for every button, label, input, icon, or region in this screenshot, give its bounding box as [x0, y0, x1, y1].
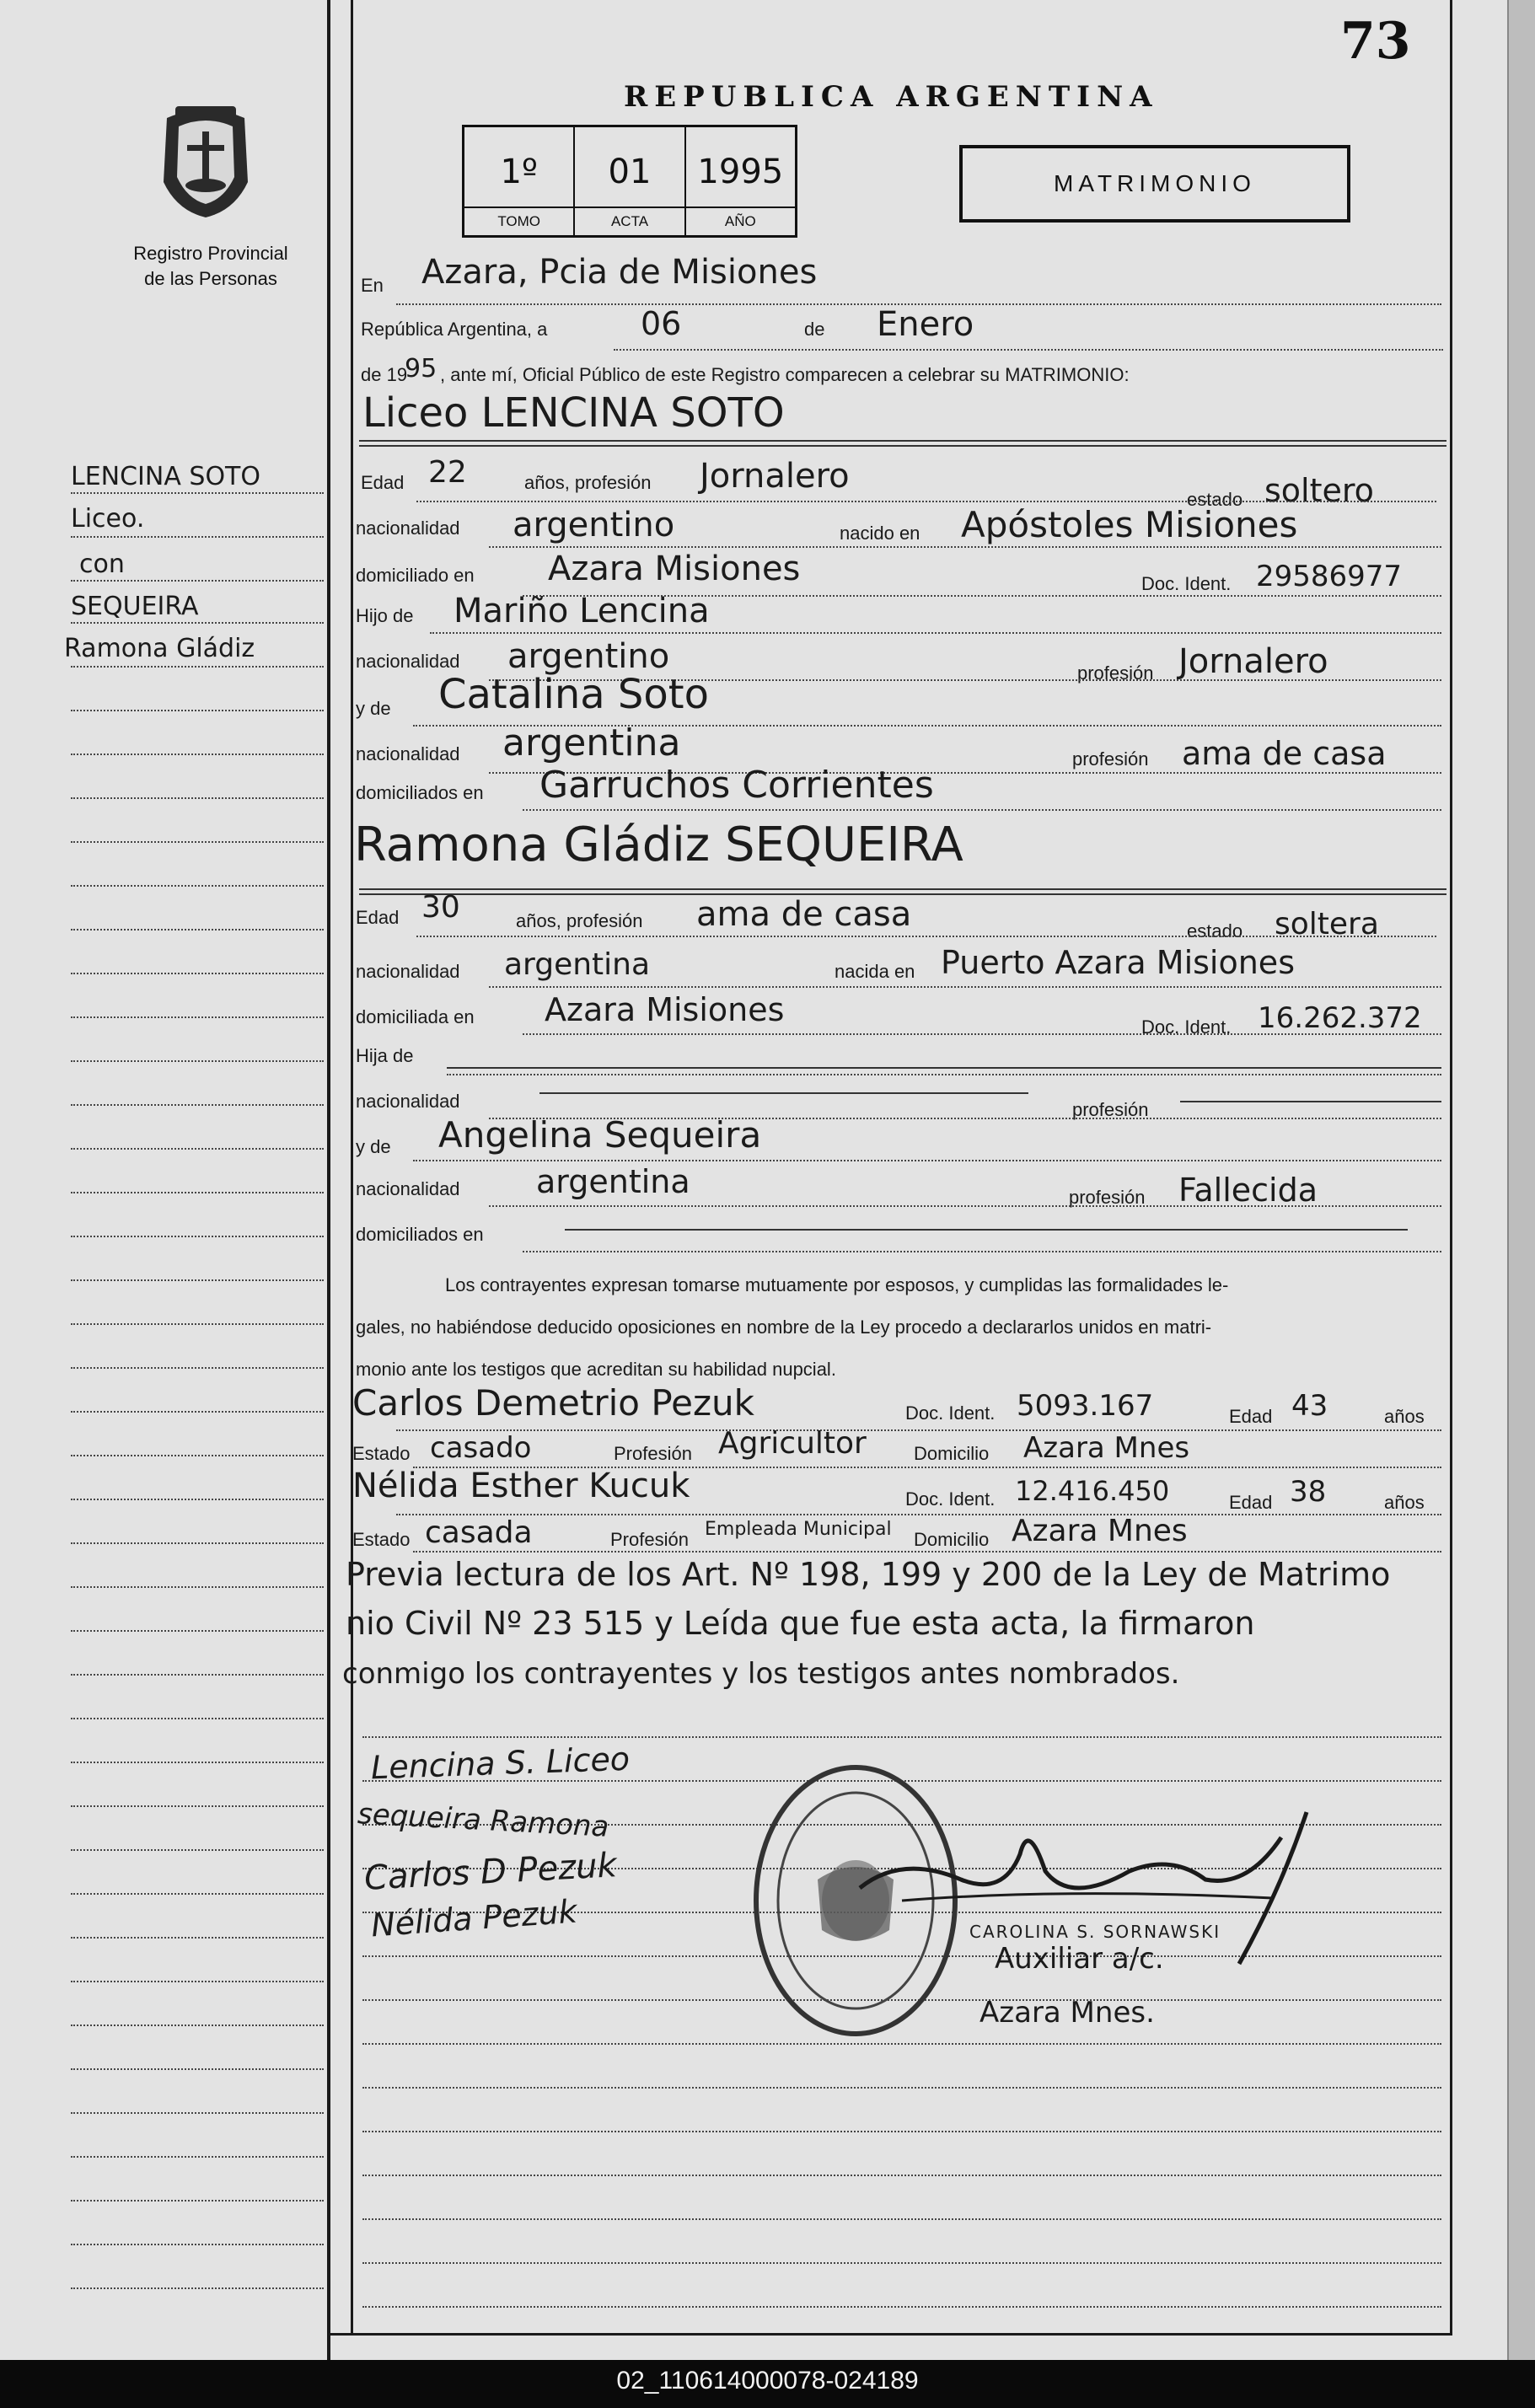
margin-groom-surname: LENCINA SOTO: [71, 462, 260, 491]
witness-1-doc: 5093.167: [1017, 1389, 1154, 1423]
label-bride-father-profesion: profesión: [1072, 1099, 1149, 1120]
bride-mother-profession: Fallecida: [1178, 1172, 1318, 1209]
label-bride-anos-profesion: años, profesión: [516, 910, 643, 931]
witness-1-profession: Agricultor: [718, 1426, 867, 1461]
scan-id-footer: 02_110614000078-024189: [616, 2367, 919, 2395]
day-value: 06: [641, 305, 682, 342]
groom-domicile: Azara Misiones: [548, 550, 801, 588]
bride-doc: 16.262.372: [1258, 1001, 1422, 1035]
officer-signature-icon: [851, 1804, 1290, 1913]
margin-con: con: [79, 550, 125, 579]
page-edge: [1507, 0, 1535, 2360]
margin-bride-surname: SEQUEIRA: [71, 592, 199, 621]
label-mother-y-de: y de: [356, 698, 391, 719]
label-bride-estado: estado: [1187, 920, 1243, 941]
year-suffix-value: 95: [405, 354, 437, 383]
label-nacida-en: nacida en: [835, 961, 915, 982]
bride-name: Ramona Gládiz SEQUEIRA: [354, 818, 963, 872]
header-title: REPUBLICA ARGENTINA: [624, 80, 1159, 114]
groom-mother-nationality: argentina: [502, 721, 681, 764]
label-groom-edad: Edad: [361, 472, 405, 493]
label-bride-mother-y-de: y de: [356, 1136, 391, 1157]
declaration-line-2: gales, no habiéndose deducido oposiciones en nombre de la Ley procedo a declararlos unidos en matri-: [356, 1317, 1212, 1338]
bride-profession: ama de casa: [696, 895, 912, 934]
ano-value: 1995: [697, 153, 784, 191]
label-hija-de: Hija de: [356, 1045, 414, 1066]
witness-2-name: Nélida Esther Kucuk: [352, 1467, 690, 1505]
margin-bride-name: Ramona Gládiz: [64, 634, 255, 663]
officer-slash-mark-icon: [1231, 1804, 1315, 1972]
groom-mother: Catalina Soto: [438, 671, 709, 718]
label-father-nacionalidad: nacionalidad: [356, 651, 460, 672]
label-groom-estado: estado: [1187, 489, 1243, 510]
page-number: 73: [1340, 12, 1411, 71]
label-w2-profesion: Profesión: [610, 1529, 689, 1550]
label-w1-estado: Estado: [352, 1443, 411, 1464]
registry-number-box: [462, 125, 797, 238]
label-w1-anos: años: [1384, 1406, 1425, 1427]
label-republica: República Argentina, a: [361, 319, 548, 340]
bride-civil-state: soltera: [1275, 907, 1379, 941]
label-bride-nacionalidad: nacionalidad: [356, 961, 460, 982]
province-emblem-icon: [150, 101, 261, 219]
month-value: Enero: [877, 305, 974, 344]
label-de: de: [804, 319, 825, 340]
label-year-prefix: de 19: [361, 364, 408, 385]
label-groom-anos-profesion: años, profesión: [524, 472, 652, 493]
label-w1-doc: Doc. Ident.: [905, 1402, 996, 1424]
label-bride-mother-nacionalidad: nacionalidad: [356, 1178, 460, 1199]
label-bride-edad: Edad: [356, 907, 400, 928]
officer-name: CAROLINA S. SORNAWSKI: [969, 1922, 1221, 1942]
bride-nationality: argentina: [504, 947, 651, 982]
groom-father: Mariño Lencina: [454, 592, 710, 630]
witness-1-domicile: Azara Mnes: [1023, 1431, 1190, 1465]
place-value: Azara, Pcia de Misiones: [421, 253, 818, 292]
registry-cell-ano: [686, 127, 795, 235]
bride-domicile: Azara Misiones: [545, 991, 785, 1028]
closing-line-2: nio Civil Nº 23 515 y Leída que fue esta acta, la firmaron: [346, 1605, 1255, 1642]
witness-2-domicile: Azara Mnes: [1012, 1514, 1188, 1548]
label-w1-profesion: Profesión: [614, 1443, 692, 1464]
label-intro: , ante mí, Oficial Público de este Registro comparecen a celebrar su MATRIMONIO:: [440, 364, 1130, 385]
label-father-profesion: profesión: [1077, 662, 1154, 684]
label-w2-doc: Doc. Ident.: [905, 1488, 996, 1510]
margin-rule: [351, 0, 353, 2335]
witness-1-age: 43: [1291, 1389, 1328, 1423]
office-line-1: Registro Provincial: [133, 243, 288, 264]
label-groom-nacionalidad: nacionalidad: [356, 518, 460, 539]
registry-office-label: [84, 241, 337, 292]
witness-1-name: Carlos Demetrio Pezuk: [352, 1382, 754, 1424]
groom-doc: 29586977: [1256, 560, 1403, 593]
signature-witness-2: Nélida Pezuk: [369, 1892, 578, 1944]
registry-cell-acta: [575, 127, 685, 235]
label-bride-domiciliada: domiciliada en: [356, 1006, 475, 1027]
witness-1-state: casado: [430, 1431, 532, 1465]
document-type-box: MATRIMONIO: [959, 145, 1350, 223]
bride-mother-nationality: argentina: [536, 1163, 690, 1200]
groom-profession: Jornalero: [700, 457, 850, 496]
tomo-label: TOMO: [464, 206, 573, 235]
officer-role: Auxiliar a/c.: [995, 1942, 1164, 1976]
witness-2-age: 38: [1290, 1475, 1327, 1509]
witness-2-state: casada: [425, 1515, 533, 1550]
label-nacido-en: nacido en: [840, 523, 920, 544]
groom-parents-domicile: Garruchos Corrientes: [539, 764, 934, 807]
label-groom-doc: Doc. Ident.: [1141, 573, 1232, 594]
witness-2-profession: Empleada Municipal: [705, 1519, 892, 1540]
label-en: En: [361, 275, 384, 296]
label-groom-domiciliado: domiciliado en: [356, 565, 475, 586]
label-parents-domiciliados: domiciliados en: [356, 782, 484, 803]
bride-birthplace: Puerto Azara Misiones: [941, 944, 1295, 981]
officer-place: Azara Mnes.: [980, 1996, 1155, 2030]
label-bride-domiciliados: domiciliados en: [356, 1224, 484, 1245]
label-w2-domicilio: Domicilio: [914, 1529, 990, 1550]
groom-mother-profession: ama de casa: [1182, 735, 1387, 772]
declaration-line-1: Los contrayentes expresan tomarse mutuamente por esposos, y cumplidas las formalidades le-: [445, 1274, 1229, 1295]
ano-label: AÑO: [686, 206, 795, 235]
label-bride-father-nacionalidad: nacionalidad: [356, 1091, 460, 1112]
groom-age: 22: [428, 455, 467, 490]
label-mother-profesion: profesión: [1072, 748, 1149, 770]
label-mother-nacionalidad: nacionalidad: [356, 743, 460, 764]
label-w1-edad: Edad: [1229, 1406, 1273, 1427]
groom-father-profession: Jornalero: [1178, 642, 1328, 681]
right-rule: [1450, 0, 1452, 2335]
closing-line-3: conmigo los contrayentes y los testigos antes nombrados.: [342, 1657, 1180, 1691]
groom-civil-state: soltero: [1264, 472, 1374, 509]
label-bride-mother-profesion: profesión: [1069, 1187, 1146, 1208]
tomo-value: 1º: [500, 153, 538, 191]
groom-birthplace: Apóstoles Misiones: [961, 504, 1298, 545]
margin-groom-name: Liceo.: [71, 504, 145, 534]
signature-groom: Lencina S. Liceo: [370, 1740, 631, 1787]
label-w2-estado: Estado: [352, 1529, 411, 1550]
acta-value: 01: [608, 153, 652, 191]
groom-nationality: argentino: [513, 506, 675, 544]
left-rule: [327, 0, 330, 2360]
label-hijo-de: Hijo de: [356, 605, 414, 626]
bride-mother: Angelina Sequeira: [438, 1114, 762, 1156]
acta-label: ACTA: [575, 206, 684, 235]
bottom-rule: [327, 2333, 1452, 2336]
bride-age: 30: [421, 890, 460, 925]
groom-father-nationality: argentino: [507, 637, 670, 676]
witness-2-doc: 12.416.450: [1015, 1475, 1170, 1507]
label-bride-doc: Doc. Ident.: [1141, 1016, 1232, 1038]
closing-line-1: Previa lectura de los Art. Nº 198, 199 y 200 de la Ley de Matrimo: [346, 1556, 1391, 1593]
groom-name: Liceo LENCINA SOTO: [362, 389, 785, 437]
registry-cell-tomo: [464, 127, 575, 235]
office-line-2: de las Personas: [144, 268, 277, 289]
label-w1-domicilio: Domicilio: [914, 1443, 990, 1464]
signature-bride: sequeira Ramona: [357, 1797, 610, 1844]
label-w2-edad: Edad: [1229, 1492, 1273, 1513]
declaration-line-3: monio ante los testigos que acreditan su habilidad nupcial.: [356, 1359, 836, 1380]
signature-witness-1: Carlos D Pezuk: [363, 1846, 618, 1898]
label-w2-anos: años: [1384, 1492, 1425, 1513]
